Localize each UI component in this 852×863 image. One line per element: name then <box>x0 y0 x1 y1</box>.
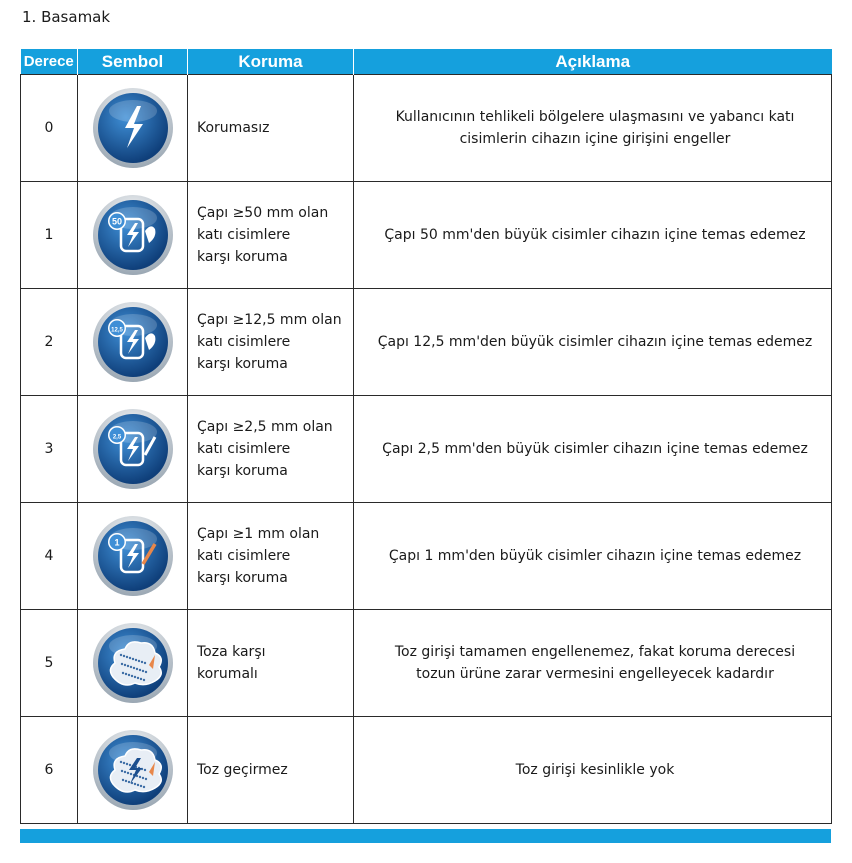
ip-protection-table <box>20 49 832 824</box>
protection-line: katı cisimlere <box>197 227 291 243</box>
protection-line: katı cisimlere <box>197 441 291 457</box>
protection-line: katı cisimlere <box>197 334 291 350</box>
dust-tight-icon <box>91 728 175 812</box>
page-heading: 1. Basamak <box>22 8 111 26</box>
description-cell <box>354 717 832 824</box>
screwdriver-lightning-icon <box>91 407 175 491</box>
protection-cell <box>188 75 354 182</box>
description-line: Toz girişi tamamen engellenemez, fakat koruma derecesi <box>394 644 796 660</box>
protection-cell <box>188 610 354 717</box>
degree-cell: 6 <box>21 717 78 824</box>
description-cell <box>354 396 832 503</box>
wire-lightning-icon <box>91 514 175 598</box>
column-header-degree: Derece <box>21 49 78 75</box>
description-cell <box>354 289 832 396</box>
description-cell <box>354 610 832 717</box>
degree-cell: 1 <box>21 182 78 289</box>
protection-line: korumalı <box>197 666 258 682</box>
symbol-cell <box>78 396 188 503</box>
table-row <box>21 75 832 182</box>
lightning-icon <box>91 86 175 170</box>
table-row <box>21 396 832 503</box>
table-row <box>21 503 832 610</box>
description-line: Toz girişi kesinlikle yok <box>515 762 675 778</box>
protection-line: katı cisimlere <box>197 548 291 564</box>
protection-line: Toza karşı <box>197 644 266 660</box>
protection-line: karşı koruma <box>197 249 288 265</box>
degree-cell: 2 <box>21 289 78 396</box>
table-header-row <box>21 49 832 75</box>
symbol-cell <box>78 610 188 717</box>
degree-cell: 4 <box>21 503 78 610</box>
svg-text:50: 50 <box>111 216 122 227</box>
finger-lightning-icon <box>91 300 175 384</box>
protection-line: Çapı ≥50 mm olan <box>197 205 329 221</box>
protection-line: karşı koruma <box>197 570 288 586</box>
symbol-cell <box>78 182 188 289</box>
description-line: tozun ürüne zarar vermesini engelleyecek kadardır <box>416 666 774 682</box>
bottom-bar <box>20 829 831 843</box>
protection-line: Çapı ≥2,5 mm olan <box>197 419 333 435</box>
description-line: cisimlerin cihazın içine girişini engeller <box>459 131 731 147</box>
protection-line: Çapı ≥12,5 mm olan <box>197 312 342 328</box>
protection-cell <box>188 396 354 503</box>
protection-line: Korumasız <box>197 120 270 136</box>
hand-lightning-icon <box>91 193 175 277</box>
protection-line: karşı koruma <box>197 463 288 479</box>
degree-cell: 0 <box>21 75 78 182</box>
degree-cell: 3 <box>21 396 78 503</box>
symbol-cell <box>78 289 188 396</box>
protection-line: karşı koruma <box>197 356 288 372</box>
description-cell <box>354 75 832 182</box>
table-row <box>21 610 832 717</box>
svg-text:2,5: 2,5 <box>112 434 121 441</box>
symbol-cell <box>78 503 188 610</box>
dust-protected-icon <box>91 621 175 705</box>
column-header-protection: Koruma <box>188 49 354 75</box>
description-line: Çapı 1 mm'den büyük cisimler cihazın içine temas edemez <box>388 548 802 564</box>
description-line: Çapı 12,5 mm'den büyük cisimler cihazın içine temas edemez <box>377 334 813 350</box>
symbol-cell <box>78 75 188 182</box>
table-row <box>21 717 832 824</box>
description-cell <box>354 503 832 610</box>
table-row <box>21 289 832 396</box>
degree-cell: 5 <box>21 610 78 717</box>
protection-cell <box>188 503 354 610</box>
column-header-symbol: Sembol <box>78 49 188 75</box>
table-row <box>21 182 832 289</box>
protection-cell <box>188 182 354 289</box>
protection-cell <box>188 289 354 396</box>
svg-text:12,5: 12,5 <box>110 327 123 334</box>
svg-text:1: 1 <box>113 537 120 548</box>
symbol-cell <box>78 717 188 824</box>
description-line: Çapı 50 mm'den büyük cisimler cihazın içine temas edemez <box>384 227 806 243</box>
description-line: Çapı 2,5 mm'den büyük cisimler cihazın içine temas edemez <box>382 441 808 457</box>
protection-cell <box>188 717 354 824</box>
protection-line: Çapı ≥1 mm olan <box>197 526 320 542</box>
protection-line: Toz geçirmez <box>197 762 288 778</box>
column-header-description: Açıklama <box>354 49 832 75</box>
description-cell <box>354 182 832 289</box>
description-line: Kullanıcının tehlikeli bölgelere ulaşmasını ve yabancı katı <box>395 109 795 125</box>
